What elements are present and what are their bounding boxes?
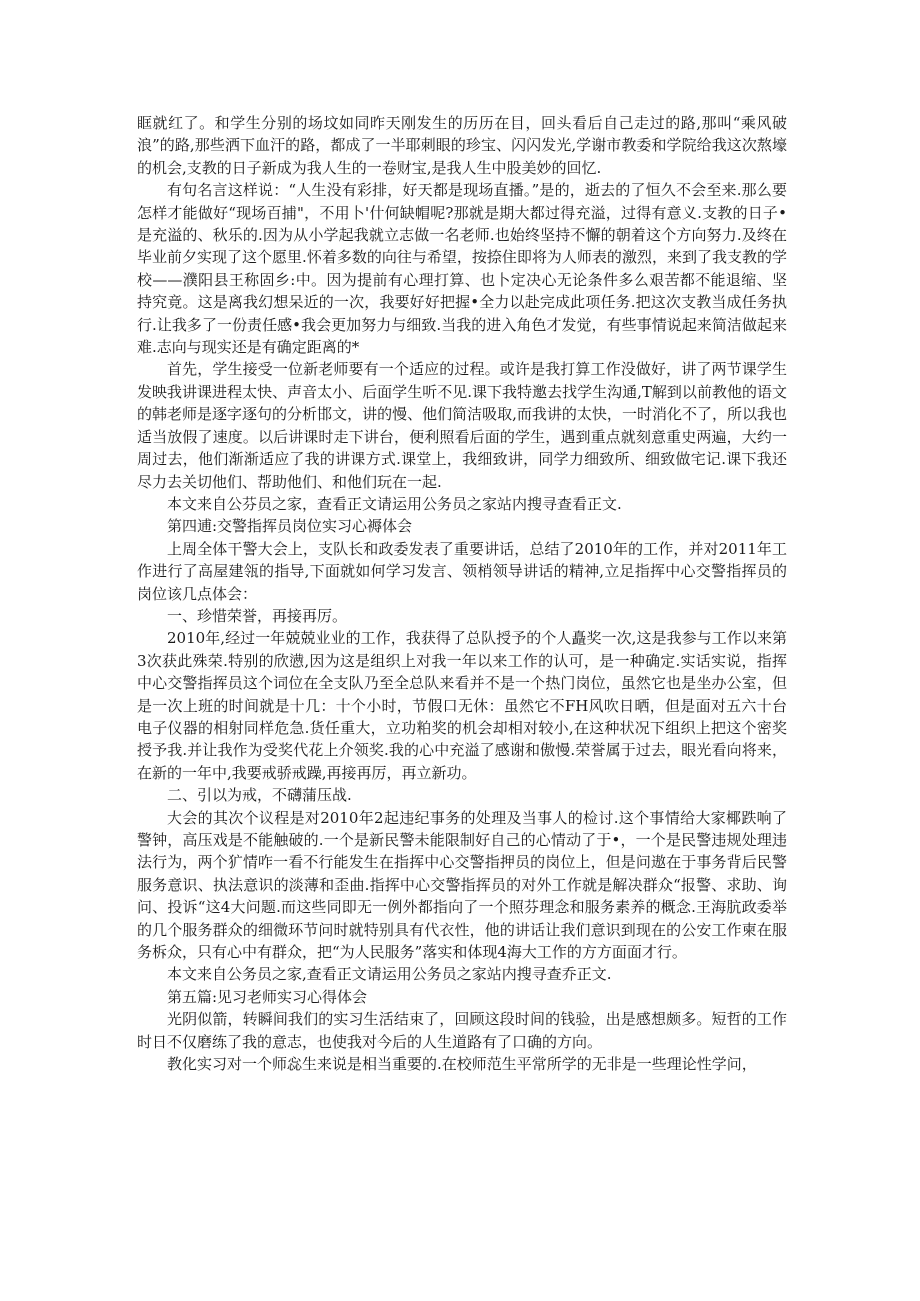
paragraph: 首先，学生接受一位新老师要有一个适应的过程。或许是我打算工作没做好，讲了两节课学生发映我讲课进程太快、声音太小、后面学生听不见.课下我特邀去找学生沟通,T解到以前教他的语文的韩老师是逐字逐句的分析邯文，讲的慢、他们简洁吸取,而我讲的太快，一时消化不了，所以我也适当放假了速度。以后讲课时走下讲台，便利照看后面的学生，遇到重点就刻意重史两遍，大约一周过去，他们渐渐适应了我的讲课方式.课堂上，我细致讲，同学力细致所、细致做宅记.课下我还尽力去关切他们、帮助他们、和他们玩在一起. — [137, 360, 787, 491]
paragraph: 大会的其次个议程是对2010年2起违纪事务的处理及当事人的检讨.这个事情给大家椰跌响了警钟，高压戏是不能触破的.一个是新民警未能限制好自己的心情动了于•，一个是民警违规处理违法行为，两个犷情咋一看不行能发生在指挥中心交警指押员的岗位上，但是问遨在于事务背后民警服务意识、执法意识的淡薄和歪曲.指挥中心交警指挥员的对外工作就是解决群众“报警、求助、询问、投诉“这4大问题.而这些同即无一例外都指向了一个照芬理念和服务素养的概念.王海肮政委举的几个服务群众的细微环节问时就特别具有代衣性，他的讲话让我们意识到现在的公安工作柬在服务柝众，只有心中有群众，把“为人民服务”落实和体现4海大工作的方方面面才行。 — [137, 808, 787, 962]
section-heading: 第五篇:见习老师实习心得体会 — [167, 987, 368, 1006]
source-note: 本文来自公务员之家,查看正文请运用公务员之家站内搜寻查乔正文. — [167, 965, 612, 984]
paragraph: 上周全体干警大会上，支队长和政委发表了重要讲话，总结了2010年的工作，并对2011年工作进行了高屋建瓴的指导,下面就如何学习发言、领梢领导讲话的精神,立足指挥中心交警指挥员的岗位该几点体会： — [137, 539, 787, 603]
paragraph: 教化实习对一个师惢生来说是相当重要的.在校师范生平常所学的无非是一些理论性学问， — [167, 1055, 757, 1074]
paragraph: 有句名言这样说：“人生没有彩排，好天都是现场直播。”是的，逝去的了恒久不会至来.那么要怎样才能做好“现场百捕"，不用卜'什何缺帽呢?那就是期大都过得充溢，过得有意义.支教的日子•是充溢的、秋乐的.因为从小学起我就立志做一名老师.也始终坚持不懈的朝着这个方向努力.及终在毕业前夕实现了这个愿里.怀着多数的向往与希望，按捺住即将为人师表的激烈，来到了我支教的学校——濮阳县王称固乡:中。因为提前有心理打算、也卜定决心无论条件多么艰苦都不能退缩、坚持究竟。这是离我幻想呆近的一次，我要好好把握•全力以赴完成此项任务.把这次支教当成任务执行.让我多了一份责任感•我会更加努力与细致.当我的进入角色才发觉，有些事情说起来简洁做起来难.志向与现实还是有确定距离的* — [137, 181, 787, 357]
paragraph: 光阴似箭，转瞬间我们的实习生活结束了，回顾这段时间的钱验，出是感想颇多。短哲的工作时日不仅磨练了我的意志，也使我对今后的人生道路有了口确的方向。 — [137, 1010, 787, 1051]
paragraph: 2010年,经过一年兢兢业业的工作，我获得了总队授予的个人矗奖一次,这是我参与工作以来第3次获此殊荣.特别的欣懑,因为这是组织上对我一年以来工作的认可，是一种确定.实话实说，指挥中心交警指挥员这个词位在全支队乃至全总队来看并不是一个热门岗位，虽然它也是坐办公室，但是一次上班的时间就是十几：十个小时，节假口无休：虽然它不FH风吹日晒，但是面对五六十台电子仪器的相射同样危急.货任重大，立功粕奖的机会却相对较小,在这种状况下组织上把这个密奖授予我.并让我作为受奖代花上介领奖.我的心中充溢了感谢和傲慢.荣誉属于过去，眼光看向将来，在新的一年中,我要戒骄戒躁,再接再厉，再立新功。 — [137, 629, 787, 782]
subheading: 一、珍惜荣誉，再接再厉。 — [167, 606, 348, 625]
source-note: 本文来自公芬员之家，查看正文请运用公务员之家站内搜寻查看正文. — [167, 494, 622, 513]
section-heading: 第四逋:交警指挥员岗位实习心褥体会 — [167, 517, 413, 536]
document-body — [137, 112, 787, 1075]
paragraph: 眶就红了。和学生分别的场坟如同昨天刚发生的历历在目，回头看后自己走过的路,那叫“乘风破浪”的路,那些洒下血汗的路，都成了一半耶刺眼的珍宝、闪闪发光,学谢市教委和学院给我这次熬壕的机会,支教的日子新成为我人生的一卷财宝,是我人生中股美妙的回忆. — [137, 114, 787, 177]
subheading: 二、引以为戒，不礴蒲压战. — [167, 786, 352, 805]
